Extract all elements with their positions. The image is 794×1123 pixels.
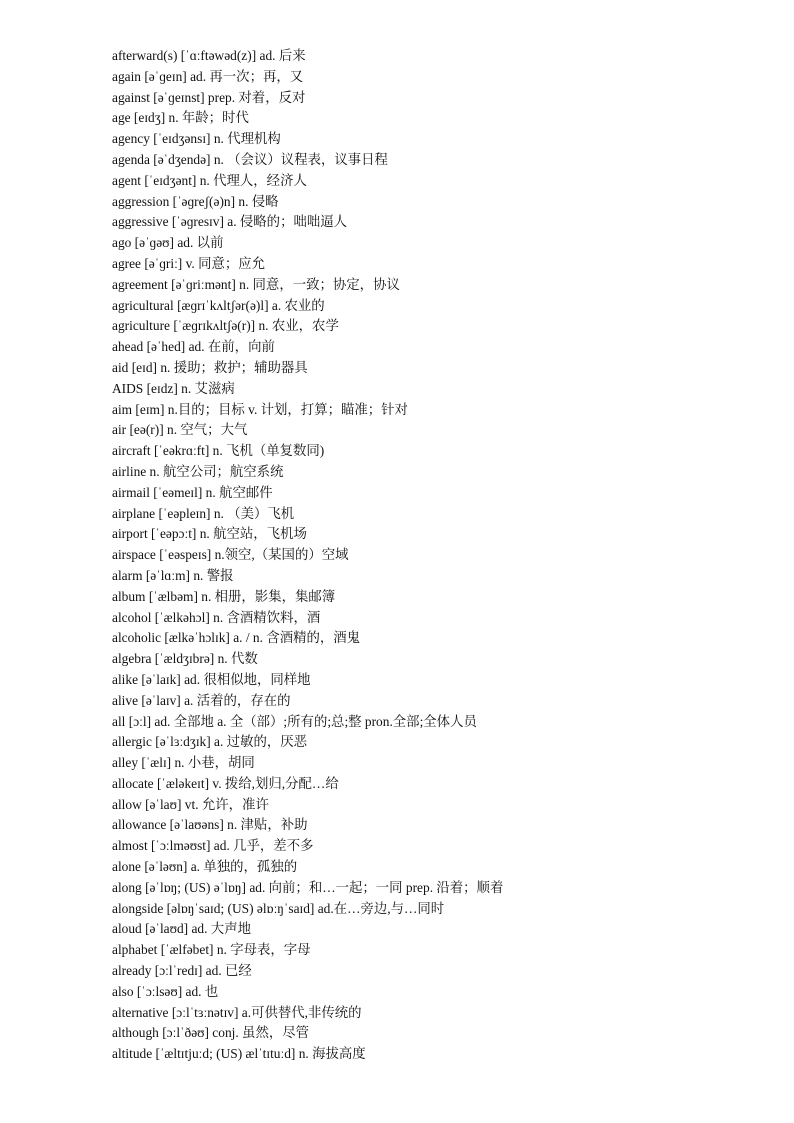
vocabulary-entry: agricultural [æɡrɪˈkʌltʃər(ə)l] a. 农业的 [112, 297, 325, 313]
vocabulary-entry: alternative [ɔːlˈtɜːnətɪv] a.可供替代,非传统的 [112, 1004, 362, 1020]
vocabulary-entry: afterward(s) [ˈɑːftəwəd(z)] ad. 后来 [112, 48, 306, 63]
vocabulary-entry: album [ˈælbəm] n. 相册，影集，集邮簿 [112, 588, 336, 604]
vocabulary-entry: agency [ˈeɪdʒənsɪ] n. 代理机构 [112, 131, 281, 147]
vocabulary-entry: allocate [ˈæləkeɪt] v. 拨给,划归,分配…给 [112, 775, 339, 791]
vocabulary-entry: altitude [ˈæltɪtjuːd; (US) ælˈtɪtuːd] n. 海拔高度 [112, 1046, 366, 1062]
vocabulary-entry: allergic [əˈlɜːdʒɪk] a. 过敏的，厌恶 [112, 734, 308, 750]
vocabulary-entry: ago [əˈɡəʊ] ad. 以前 [112, 235, 224, 251]
vocabulary-entry: agreement [əˈɡriːmənt] n. 同意，一致；协定，协议 [112, 276, 400, 292]
vocabulary-entry: agree [əˈɡriː] v. 同意；应允 [112, 255, 266, 271]
vocabulary-entry: against [əˈɡeɪnst] prep. 对着，反对 [112, 89, 306, 105]
vocabulary-entry: aloud [əˈlaʊd] ad. 大声地 [112, 921, 251, 937]
vocabulary-entry: airport [ˈeəpɔːt] n. 航空站，飞机场 [112, 526, 307, 542]
vocabulary-entry: aid [eɪd] n. 援助；救护；辅助器具 [112, 359, 308, 375]
vocabulary-entry: aircraft [ˈeəkrɑːft] n. 飞机（单复数同) [112, 443, 325, 459]
vocabulary-list [112, 46, 752, 1065]
vocabulary-entry: alarm [əˈlɑːm] n. 警报 [112, 567, 234, 583]
vocabulary-entry: alike [əˈlaɪk] ad. 很相似地，同样地 [112, 671, 311, 687]
vocabulary-entry: airplane [ˈeəpleɪn] n. （美）飞机 [112, 505, 295, 521]
vocabulary-entry: aggression [ˈəɡreʃ(ə)n] n. 侵略 [112, 193, 279, 209]
vocabulary-entry: also [ˈɔːlsəʊ] ad. 也 [112, 983, 219, 999]
vocabulary-entry: allowance [əˈlaʊəns] n. 津贴，补助 [112, 817, 308, 833]
vocabulary-entry: algebra [ˈældʒɪbrə] n. 代数 [112, 651, 258, 667]
vocabulary-entry: alive [əˈlaɪv] a. 活着的，存在的 [112, 692, 291, 708]
vocabulary-entry: age [eɪdʒ] n. 年龄；时代 [112, 110, 249, 126]
vocabulary-entry: aggressive [ˈəɡresɪv] a. 侵略的；咄咄逼人 [112, 214, 348, 230]
vocabulary-entry: almost [ˈɔːlməʊst] ad. 几乎，差不多 [112, 838, 314, 854]
vocabulary-entry: allow [əˈlaʊ] vt. 允许，准许 [112, 796, 269, 812]
vocabulary-entry: ahead [əˈhed] ad. 在前，向前 [112, 339, 275, 355]
vocabulary-entry: alcohol [ˈælkəhɔl] n. 含酒精饮料，酒 [112, 609, 321, 625]
vocabulary-entry: airspace [ˈeəspeɪs] n.领空,（某国的）空域 [112, 547, 349, 563]
vocabulary-entry: alone [əˈləʊn] a. 单独的，孤独的 [112, 859, 298, 875]
vocabulary-entry: airmail [ˈeəmeɪl] n. 航空邮件 [112, 484, 273, 500]
vocabulary-entry: along [əˈlɒŋ; (US) əˈlɒŋ] ad. 向前；和…一起；一同 prep. 沿着；顺着 [112, 879, 504, 895]
vocabulary-entry: alcoholic [ælkəˈhɔlɪk] a. / n. 含酒精的，酒鬼 [112, 630, 361, 646]
vocabulary-entry: air [eə(r)] n. 空气；大气 [112, 422, 248, 438]
vocabulary-entry: agent [ˈeɪdʒənt] n. 代理人，经济人 [112, 172, 307, 188]
vocabulary-entry: alphabet [ˈælfəbet] n. 字母表，字母 [112, 942, 311, 958]
vocabulary-entry: agenda [əˈdʒendə] n. （会议）议程表，议事日程 [112, 151, 388, 167]
vocabulary-entry: AIDS [eɪdz] n. 艾滋病 [112, 380, 235, 396]
vocabulary-entry: agriculture [ˈæɡrɪkʌltʃə(r)] n. 农业，农学 [112, 318, 339, 334]
vocabulary-entry: all [ɔːl] ad. 全部地 a. 全（部）;所有的;总;整 pron.全部;全体人员 [112, 713, 477, 729]
vocabulary-entry: airline n. 航空公司；航空系统 [112, 463, 284, 479]
vocabulary-entry: alley [ˈælɪ] n. 小巷，胡同 [112, 755, 255, 771]
vocabulary-entry: aim [eɪm] n.目的；目标 v. 计划，打算；瞄准；针对 [112, 401, 408, 417]
vocabulary-entry: alongside [əlɒŋˈsaɪd; (US) əlɒːŋˈsaɪd] ad.在…旁边,与…同时 [112, 900, 445, 916]
vocabulary-entry: already [ɔːlˈredɪ] ad. 已经 [112, 963, 252, 979]
vocabulary-entry: again [əˈɡeɪn] ad. 再一次；再，又 [112, 68, 304, 84]
vocabulary-entry: although [ɔːlˈðəʊ] conj. 虽然，尽管 [112, 1025, 310, 1041]
